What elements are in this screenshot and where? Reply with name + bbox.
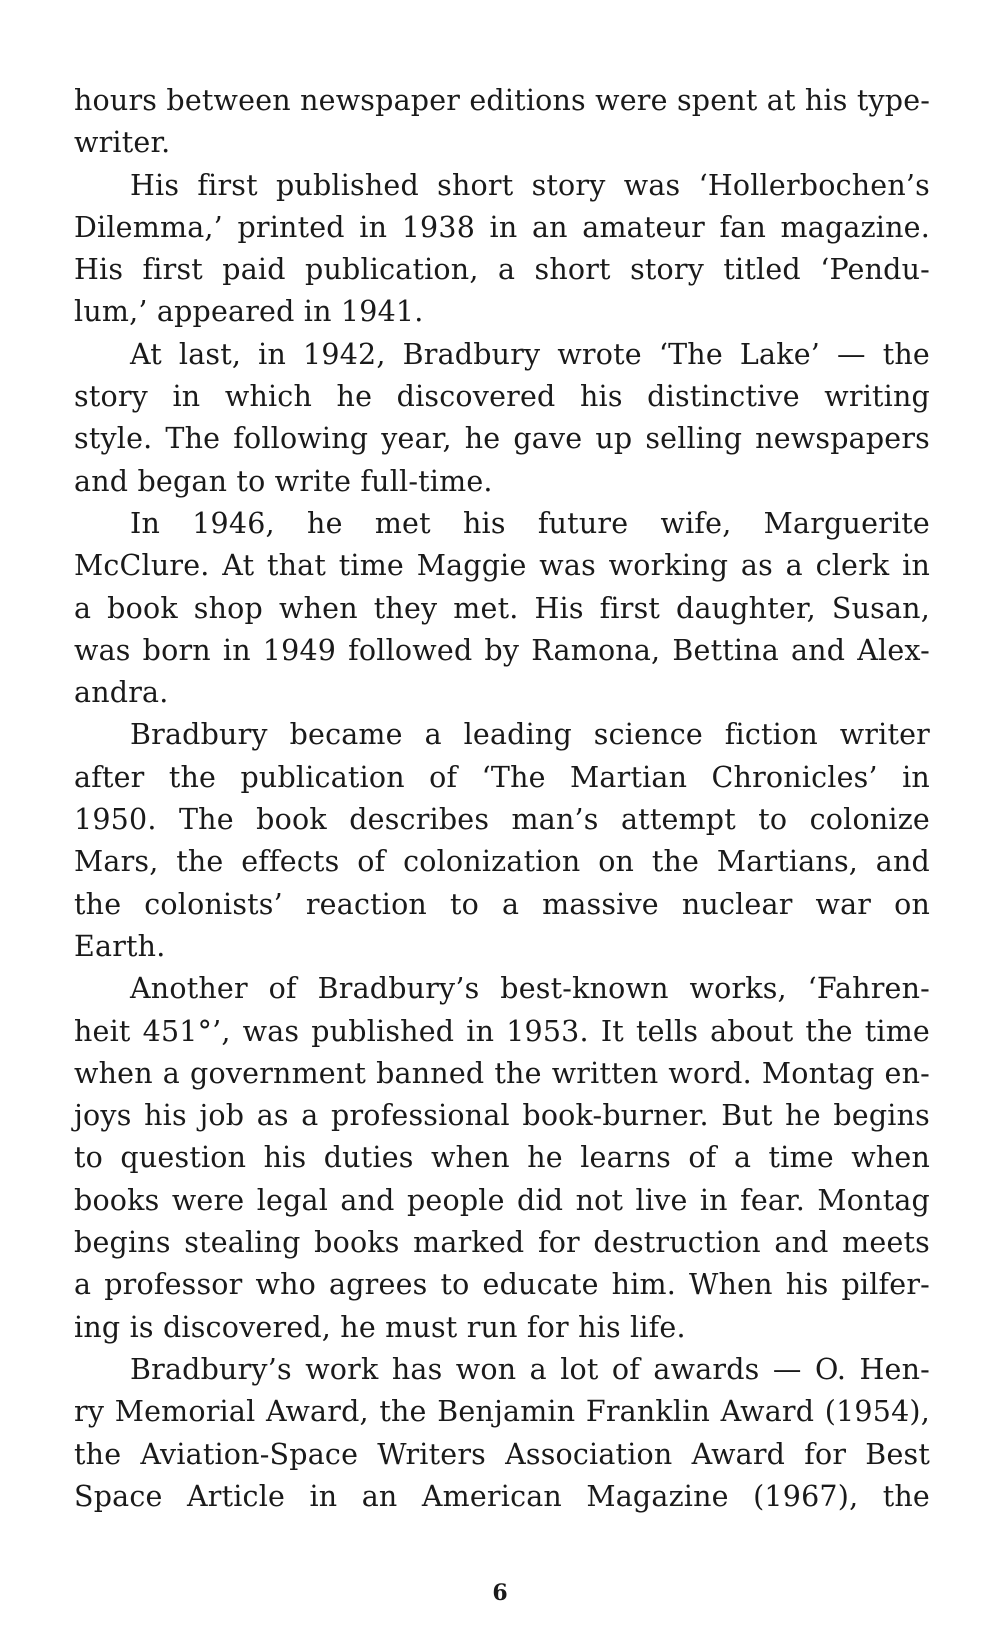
text-line: 1950. The book describes man’s attempt to colonize xyxy=(74,803,930,837)
text-line: style. The following year, he gave up selling newspapers xyxy=(74,422,930,456)
text-line: andra. xyxy=(74,676,169,710)
text-line: Bradbury’s work has won a lot of awards — O. Hen- xyxy=(130,1352,930,1386)
text-line: after the publication of ‘The Martian Chronicles’ in xyxy=(74,760,930,794)
text-line: and began to write full-time. xyxy=(74,464,493,498)
text-line: Space Article in an American Magazine (1967), the xyxy=(74,1479,930,1513)
text-line: Dilemma,’ printed in 1938 in an amateur fan magazine. xyxy=(74,210,930,244)
text-line: story in which he discovered his distinctive writing xyxy=(74,380,930,414)
text-line: when a government banned the written word. Montag en- xyxy=(74,1056,930,1090)
text-line: was born in 1949 followed by Ramona, Bettina and Alex- xyxy=(74,633,930,667)
text-line: books were legal and people did not live in fear. Montag xyxy=(74,1183,930,1217)
body-text xyxy=(74,80,930,1518)
text-line: a professor who agrees to educate him. When his pilfer- xyxy=(74,1268,930,1302)
text-line: His first published short story was ‘Hollerbochen’s xyxy=(130,168,930,202)
text-line: joys his job as a professional book-burner. But he begins xyxy=(74,1099,930,1133)
text-line: ry Memorial Award, the Benjamin Franklin Award (1954), xyxy=(74,1395,930,1429)
text-line: lum,’ appeared in 1941. xyxy=(74,295,424,329)
page-number: 6 xyxy=(492,1580,508,1606)
text-line: Another of Bradbury’s best-known works, ‘Fahren- xyxy=(130,972,930,1006)
text-line: to question his duties when he learns of a time when xyxy=(74,1141,930,1175)
text-line: a book shop when they met. His first daughter, Susan, xyxy=(74,591,930,625)
text-line: ing is discovered, he must run for his life. xyxy=(74,1310,686,1344)
text-line: Earth. xyxy=(74,929,166,963)
text-line: Bradbury became a leading science fiction writer xyxy=(130,718,930,752)
text-line: writer. xyxy=(74,126,171,160)
text-line: the colonists’ reaction to a massive nuclear war on xyxy=(74,887,930,921)
text-line: His first paid publication, a short story titled ‘Pendu- xyxy=(74,253,930,287)
text-line: heit 451°’, was published in 1953. It tells about the time xyxy=(74,1014,930,1048)
text-line: hours between newspaper editions were spent at his type- xyxy=(74,84,931,117)
text-line: McClure. At that time Maggie was working as a clerk in xyxy=(74,549,930,583)
text-line: Mars, the effects of colonization on the Martians, and xyxy=(74,845,930,879)
text-line: In 1946, he met his future wife, Marguerite xyxy=(130,506,930,540)
text-line: the Aviation-Space Writers Association Award for Best xyxy=(74,1437,930,1471)
text-line: begins stealing books marked for destruction and meets xyxy=(74,1226,930,1260)
text-line: At last, in 1942, Bradbury wrote ‘The Lake’ — the xyxy=(130,337,930,371)
